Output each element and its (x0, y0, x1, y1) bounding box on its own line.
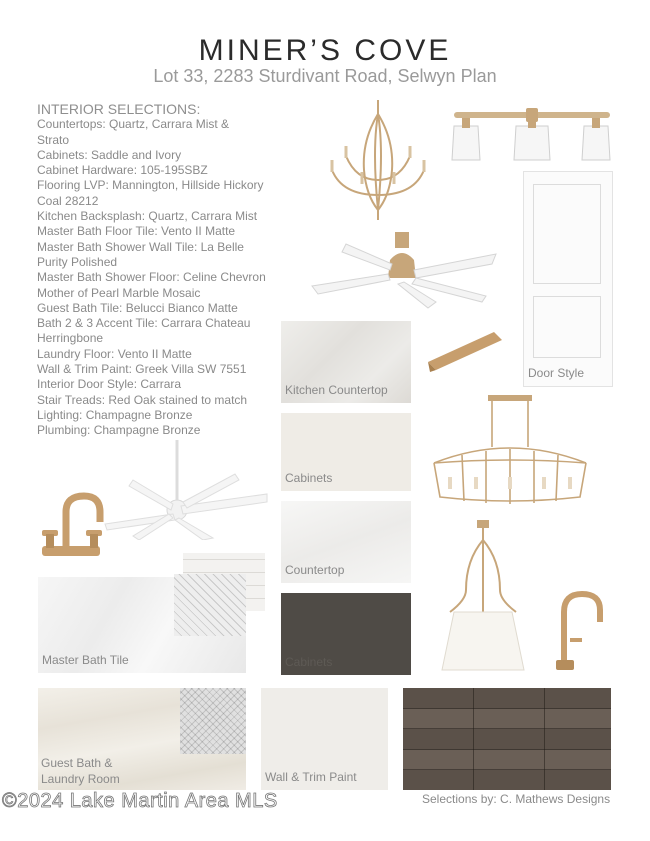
selection-line: Cabinets: Saddle and Ivory (37, 147, 182, 162)
door-panel-lower (533, 296, 601, 358)
selection-line: Purity Polished (37, 254, 118, 269)
designer-credit: Selections by: C. Mathews Designs (422, 792, 611, 806)
selection-line: Master Bath Shower Wall Tile: La Belle (37, 239, 244, 254)
page-title: MINER’S COVE (198, 34, 452, 67)
selection-line: Flooring LVP: Mannington, Hillside Hickory (37, 178, 264, 193)
selection-line: Kitchen Backsplash: Quartz, Carrara Mist (37, 209, 258, 224)
selection-line: Master Bath Floor Tile: Vento II Matte (37, 224, 236, 239)
guest-bath-label-line: Guest Bath & (41, 756, 113, 770)
cabinets-ivory-label: Cabinets (285, 471, 333, 485)
wall-trim-paint-label: Wall & Trim Paint (265, 770, 357, 784)
ceiling-fan-image (306, 230, 498, 312)
selection-line: Guest Bath Tile: Belucci Bianco Matte (37, 300, 238, 315)
chandelier-image (322, 100, 434, 222)
bath-faucet-image (38, 490, 106, 564)
kitchen-countertop-swatch (281, 321, 411, 403)
selection-line: Stair Treads: Red Oak stained to match (37, 392, 248, 407)
selection-line: Master Bath Shower Floor: Celine Chevron (37, 270, 266, 285)
large-ceiling-fan-image (103, 440, 269, 540)
linear-chandelier-image (428, 393, 592, 515)
selection-line: Interior Door Style: Carrara (37, 377, 182, 392)
selection-line: Wall & Trim Paint: Greek Villa SW 7551 (37, 362, 247, 377)
wall-trim-paint-swatch (261, 688, 388, 790)
selection-line: Herringbone (37, 331, 104, 346)
selection-line: Strato (37, 132, 70, 147)
cabinet-pull-image (424, 326, 506, 374)
selections-heading: INTERIOR SELECTIONS: (37, 101, 201, 117)
selection-line: Mother of Pearl Marble Mosaic (37, 285, 201, 300)
countertop-swatch (281, 501, 411, 583)
kitchen-faucet-image (548, 588, 606, 672)
flooring-plank-seams (403, 688, 611, 790)
interior-selections-list (37, 102, 282, 439)
cabinets-strato-label: Cabinets (285, 655, 333, 669)
cabinets-ivory-swatch (281, 413, 411, 491)
door-style-label: Door Style (528, 366, 585, 380)
chevron-mosaic-swatch (180, 688, 246, 754)
guest-bath-tile-swatch (38, 688, 246, 790)
selection-line: Lighting: Champagne Bronze (37, 407, 193, 422)
selection-line: Cabinet Hardware: 105-195SBZ (37, 163, 208, 178)
kitchen-countertop-label: Kitchen Countertop (285, 383, 388, 397)
selection-line: Plumbing: Champagne Bronze (37, 423, 201, 438)
copyright-watermark: ©2024 Lake Martin Area MLS (2, 790, 278, 812)
herringbone-tile-swatch (174, 574, 246, 636)
lvp-flooring-swatch (403, 688, 611, 790)
selection-line: Laundry Floor: Vento II Matte (37, 346, 192, 361)
pendant-light-image (440, 520, 526, 674)
guest-bath-label-line: Laundry Room (41, 772, 120, 786)
door-style-swatch (523, 171, 613, 387)
selection-line: Coal 28212 (37, 193, 99, 208)
page-subtitle: Lot 33, 2283 Sturdivant Road, Selwyn Plan (153, 66, 497, 86)
selection-line: Countertops: Quartz, Carrara Mist & (37, 117, 230, 132)
cabinets-strato-swatch (281, 593, 411, 675)
guest-bath-label (41, 755, 120, 787)
door-panel-upper (533, 184, 601, 284)
countertop-label: Countertop (285, 563, 345, 577)
selection-line: Bath 2 & 3 Accent Tile: Carrara Chateau (37, 316, 251, 331)
vanity-light-image (450, 108, 614, 164)
master-bath-tile-label: Master Bath Tile (42, 653, 129, 667)
